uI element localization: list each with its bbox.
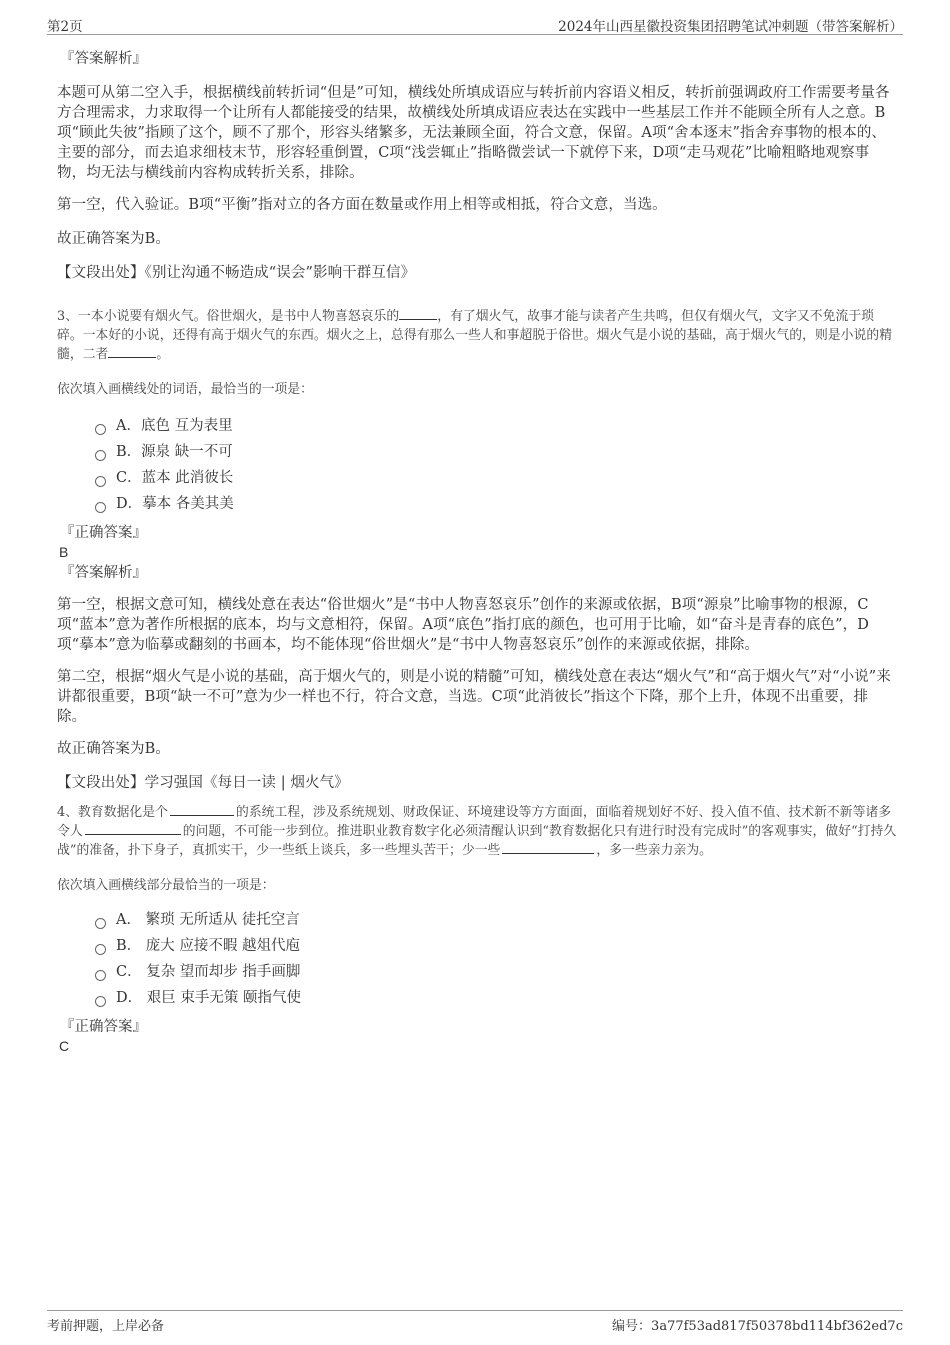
question-text-part: 的问题，不可能一步到位。推进职业教育数字化必须清醒认识到“教育数据化只有进行时没有完成时”的客观事实，做好“打持久战”的准备，扑下身子，真抓实干，少一些纸上谈兵，多一些埋头苦干；少一些 (57, 824, 897, 858)
analysis-label: 『答案解析』 (60, 51, 147, 67)
option-label: D． 艰巨 束手无策 颐指气使 (116, 990, 301, 1006)
option-label: C．蓝本 此消彼长 (116, 470, 234, 486)
radio-icon[interactable] (95, 944, 106, 955)
page-header (47, 12, 903, 35)
option-c[interactable] (95, 465, 897, 491)
analysis-paragraph: 第二空，根据“烟火气是小说的基础，高于烟火气的，则是小说的精髓”可知，横线处意在表达“烟火气”和“高于烟火气”对“小说”来讲都很重要，B项“缺一不可”意为少一样也不行，符合文意，当选。C项“此消彼长”指这个下降，那个上升，体现不出重要，排除。 (57, 669, 891, 725)
radio-icon[interactable] (95, 424, 106, 435)
analysis-paragraph: 本题可从第二空入手，根据横线前转折词“但是”可知，横线处所填成语应与转折前内容语义相反，转折前强调政府工作需要考量各方合理需求，力求取得一个让所有人都能接受的结果，故横线处所填成语应表达在实践中一些基层工作并不能顾全所有人之意。B项“顾此失彼”指顾了这个，顾不了那个，形容头绪繁多，无法兼顾全面，符合文意，保留。A项“舍本逐末”指舍弃事物的根本的、主要的部分，而去追求细枝末节，形容轻重倒置，C项“浅尝辄止”指略微尝试一下就停下来，D项“走马观花”比喻粗略地观察事物，均无法与横线前内容构成转折关系，排除。 (57, 85, 890, 181)
question-text-part: 。 (156, 347, 170, 362)
radio-icon[interactable] (95, 502, 106, 513)
radio-icon[interactable] (95, 450, 106, 461)
question-text-part: 3、一本小说要有烟火气。俗世烟火，是书中人物喜怒哀乐的 (57, 309, 400, 324)
question-text-part: ，多一些亲力亲为。 (596, 843, 713, 858)
option-a[interactable] (95, 413, 897, 439)
correct-answer: B (59, 544, 69, 560)
question-prompt: 依次填入画横线处的词语，最恰当的一项是： (57, 382, 313, 397)
option-label: C． 复杂 望而却步 指手画脚 (116, 964, 301, 980)
page-content (57, 49, 897, 1057)
fill-blank (502, 841, 594, 854)
option-c[interactable] (95, 959, 897, 985)
conclusion-paragraph: 故正确答案为B。 (57, 741, 170, 757)
question-text-part: 的系统工程，涉及系统规划、财政保证、环境建设等方方面面，面临着规划好不好、投入值不值、技术新不新等诸多令人 (57, 805, 892, 839)
source-citation: 【文段出处】《别让沟通不畅造成“误会”影响干群互信》 (57, 265, 416, 281)
analysis-label: 『答案解析』 (60, 565, 147, 581)
radio-icon[interactable] (95, 918, 106, 929)
question-text-part: 4、教育数据化是个 (57, 805, 168, 820)
option-d[interactable] (95, 985, 897, 1011)
radio-icon[interactable] (95, 970, 106, 981)
footer-slogan: 考前押题，上岸必备 (47, 1319, 165, 1334)
option-b[interactable] (95, 933, 897, 959)
options-list (95, 907, 897, 1011)
option-label: B．源泉 缺一不可 (116, 444, 233, 460)
question-4-text (57, 803, 897, 860)
option-b[interactable] (95, 439, 897, 465)
fill-blank (170, 803, 234, 816)
question-prompt: 依次填入画横线部分最恰当的一项是： (57, 878, 275, 893)
option-label: A．底色 互为表里 (116, 418, 233, 434)
option-label: B． 庞大 应接不暇 越俎代庖 (116, 938, 300, 954)
option-label: A． 繁琐 无所适从 徒托空言 (116, 912, 300, 928)
analysis-paragraph: 第一空，代入验证。B项“平衡”指对立的各方面在数量或作用上相等或相抵，符合文意，当选。 (57, 197, 667, 213)
page-footer (47, 1310, 903, 1333)
fill-blank (108, 345, 156, 358)
radio-icon[interactable] (95, 996, 106, 1007)
correct-answer-label: 『正确答案』 (60, 525, 147, 541)
conclusion-paragraph: 故正确答案为B。 (57, 231, 170, 247)
option-d[interactable] (95, 491, 897, 517)
correct-answer-label: 『正确答案』 (60, 1019, 147, 1035)
fill-blank (399, 307, 437, 320)
option-a[interactable] (95, 907, 897, 933)
options-list (95, 413, 897, 517)
document-code: 编号：3a77f53ad817f50378bd114bf362ed7c (612, 1319, 903, 1334)
page-number: 第2页 (47, 19, 83, 35)
analysis-paragraph: 第一空，根据文意可知，横线处意在表达“俗世烟火”是“书中人物喜怒哀乐”创作的来源或依据，B项“源泉”比喻事物的根源，C项“蓝本”意为著作所根据的底本，均与文意相符，保留。A项“底色”指打底的颜色，也可用于比喻，如“奋斗是青春的底色”，D项“摹本”意为临摹或翻刻的书画本，均不能体现“俗世烟火”是“书中人物喜怒哀乐”创作的来源或依据，排除。 (57, 597, 869, 653)
question-3-text (57, 307, 897, 364)
option-label: D．摹本 各美其美 (116, 496, 234, 512)
document-title: 2024年山西星徽投资集团招聘笔试冲刺题（带答案解析） (558, 19, 903, 35)
correct-answer: C (59, 1038, 70, 1054)
fill-blank (85, 822, 181, 835)
radio-icon[interactable] (95, 476, 106, 487)
source-citation: 【文段出处】学习强国《每日一读 | 烟火气》 (57, 775, 349, 791)
question-text-part: ，有了烟火气，故事才能与读者产生共鸣，但仅有烟火气，文字又不免流于琐碎。一本好的小说，还得有高于烟火气的东西。烟火之上，总得有那么一些人和事超脱于俗世。烟火气是小说的基础，高于烟火气的，则是小说的精髓，二者 (57, 309, 893, 362)
